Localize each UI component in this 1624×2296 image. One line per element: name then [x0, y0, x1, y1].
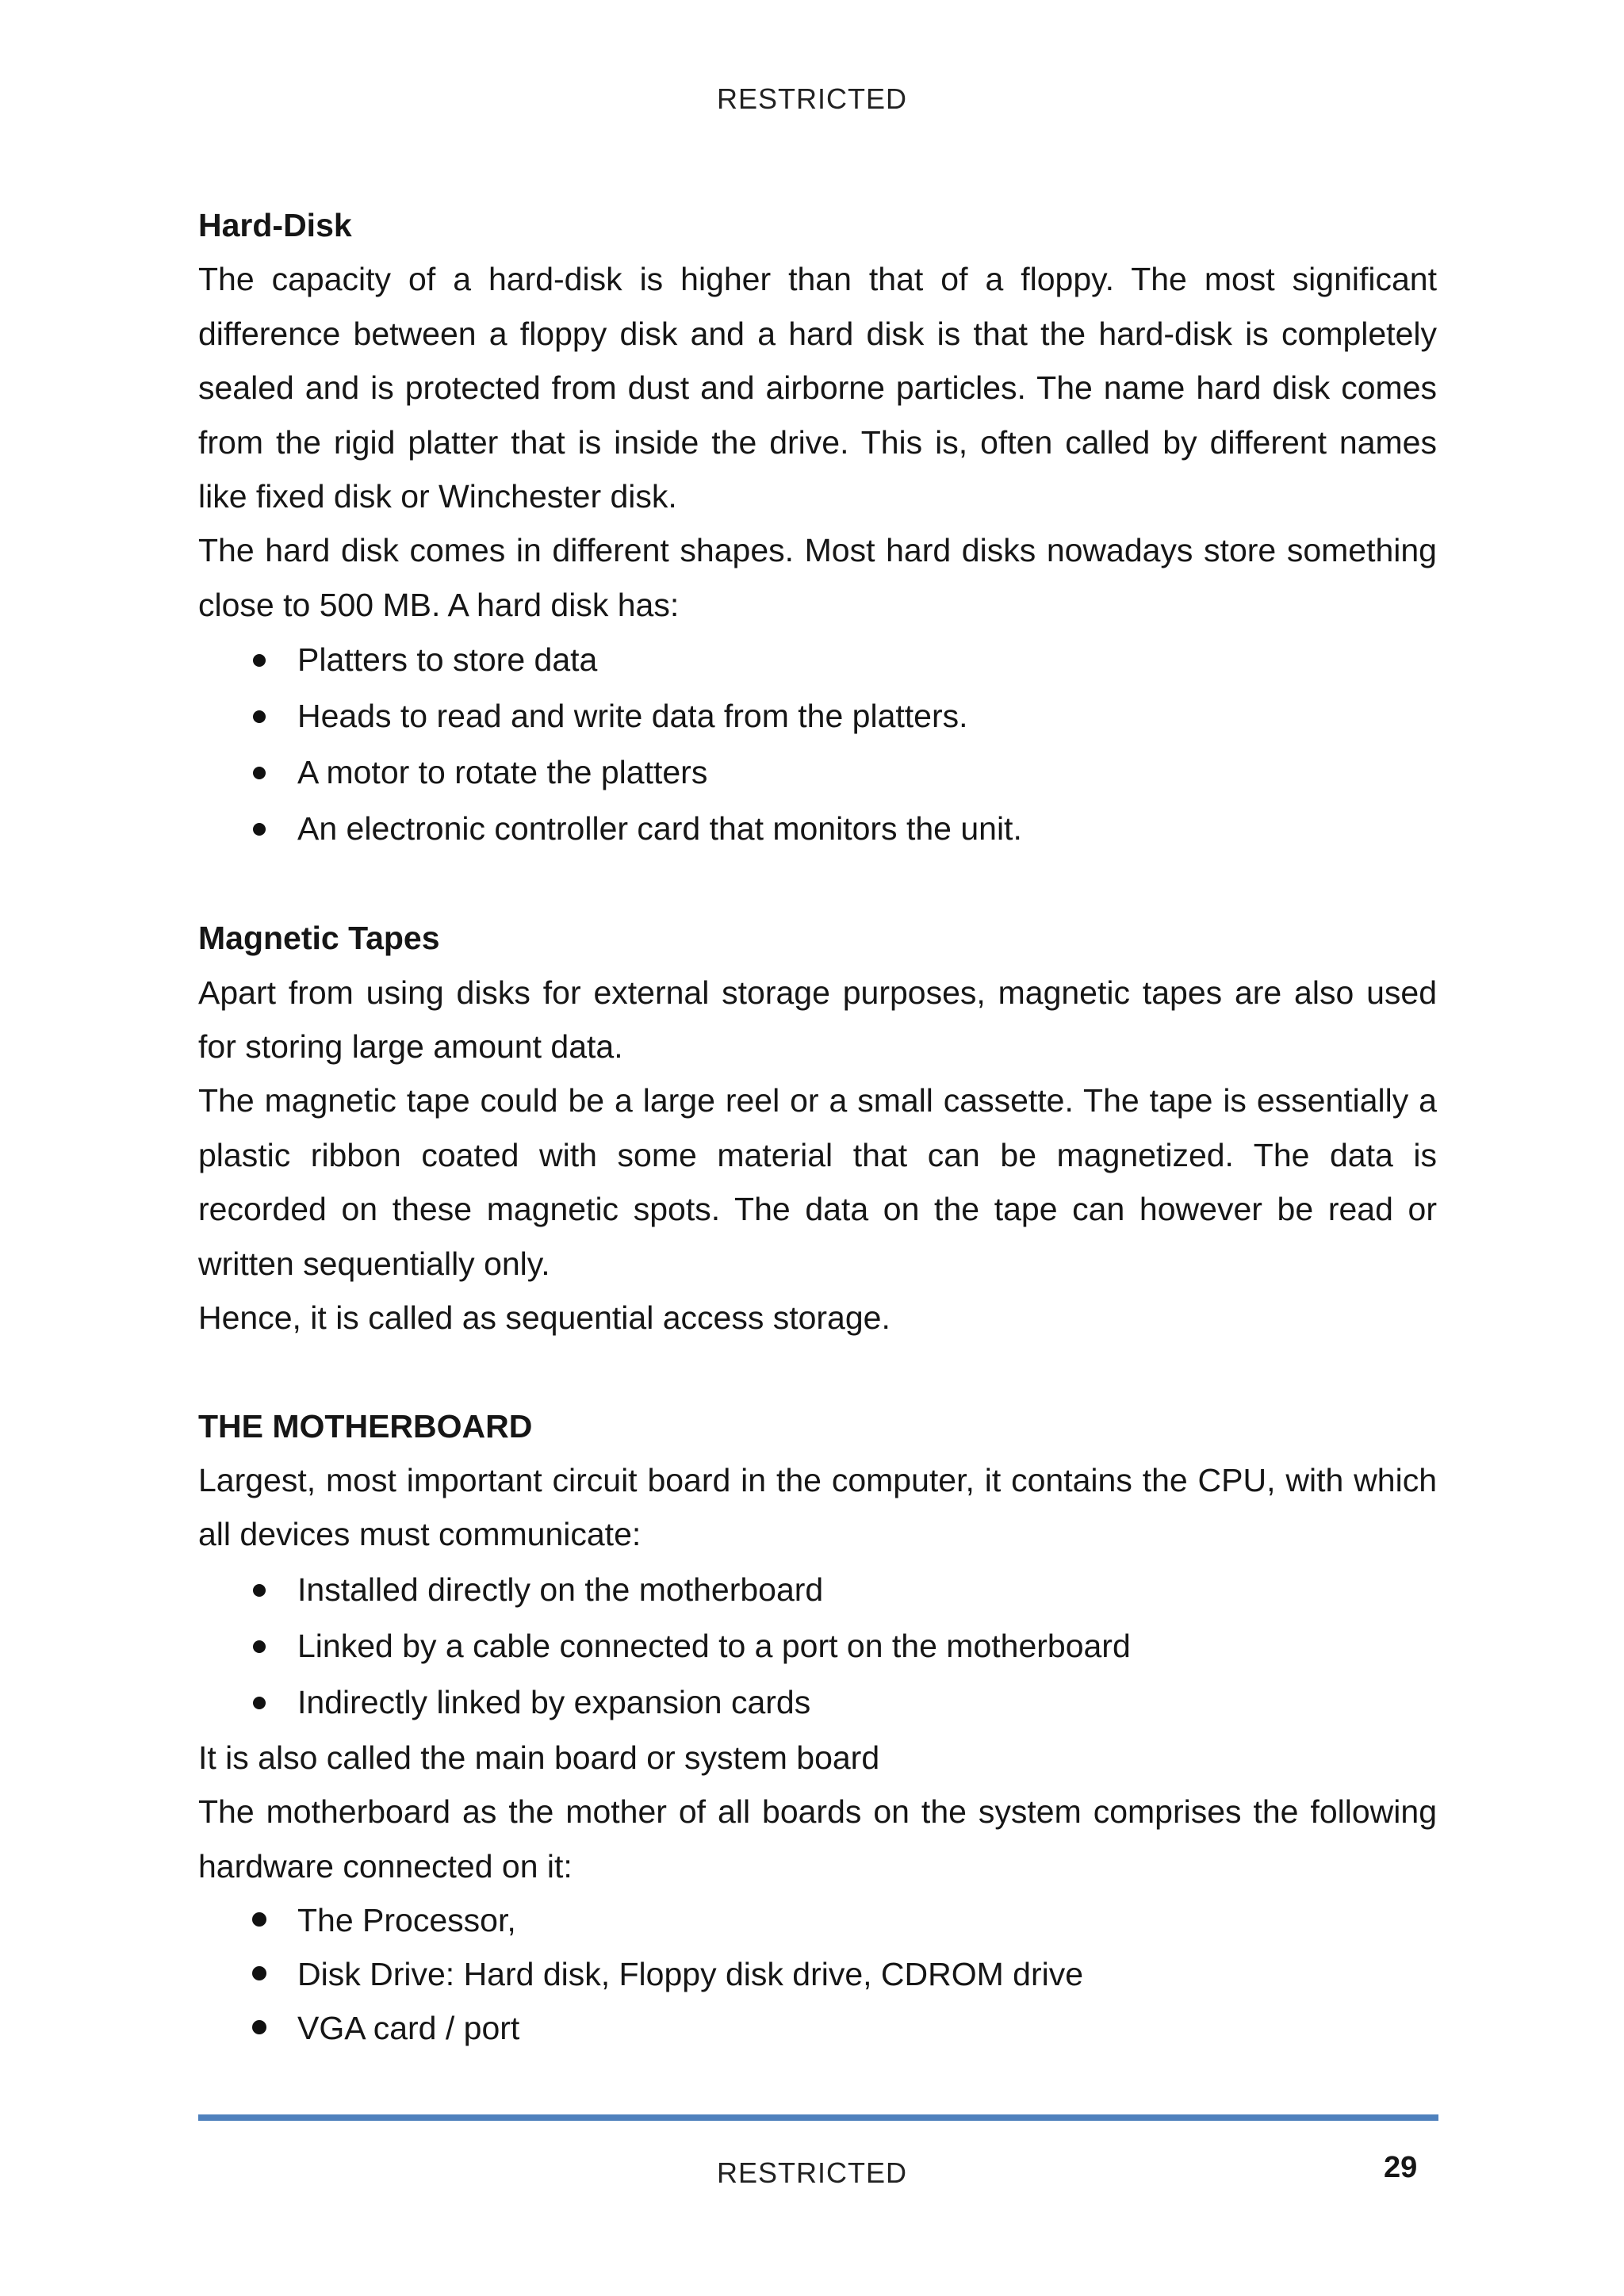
- bullet-icon: [253, 710, 266, 723]
- section-heading-motherboard: THE MOTHERBOARD: [198, 1407, 533, 1445]
- bullet-icon: [253, 1697, 266, 1709]
- section-heading-magnetic-tapes: Magnetic Tapes: [198, 920, 440, 957]
- page-number: 29: [1384, 2151, 1418, 2184]
- list-item: An electronic controller card that monitors the unit.: [198, 801, 1437, 857]
- list-item: Linked by a cable connected to a port on the motherboard: [198, 1618, 1437, 1674]
- header-classification: RESTRICTED: [716, 82, 907, 115]
- list-item: The Processor,: [198, 1893, 1437, 1947]
- bullet-icon: [253, 1584, 266, 1597]
- motherboard-intro: Largest, most important circuit board in the computer, it contains the CPU, with which all devices must communicate:: [198, 1461, 1437, 1553]
- bullet-icon: [252, 1912, 266, 1927]
- magnetic-tapes-paragraph: Apart from using disks for external storage purposes, magnetic tapes are also used for storing large amount data.: [198, 974, 1437, 1066]
- section-heading-hard-disk: Hard-Disk: [198, 207, 352, 243]
- footer-classification: RESTRICTED: [716, 2156, 907, 2189]
- list-item: A motor to rotate the platters: [198, 744, 1437, 801]
- magnetic-tapes-paragraph: The magnetic tape could be a large reel or a small cassette. The tape is essentially a plastic ribbon coated with some material that can be magnetized. The data is recorded on these magnetic spots. The data on the tape can however be read or written sequentially only.: [198, 1082, 1437, 1282]
- hard-disk-paragraph: The capacity of a hard-disk is higher than that of a floppy. The most significant difference between a floppy disk and a hard disk is that the hard-disk is completely sealed and is protected from dust and airborne particles. The name hard disk comes from the rigid platter that is inside the drive. This is, often called by different names like fixed disk or Winchester disk.: [198, 261, 1437, 515]
- bullet-icon: [253, 823, 266, 836]
- bullet-icon: [253, 1640, 266, 1653]
- page-content: [198, 198, 1437, 2055]
- hard-disk-paragraph: The hard disk comes in different shapes. Most hard disks nowadays store something close to 500 MB. A hard disk has:: [198, 532, 1437, 623]
- hard-disk-bullet-list: [198, 632, 1437, 857]
- motherboard-bullet-list: [198, 1562, 1437, 1731]
- magnetic-tapes-paragraph: Hence, it is called as sequential access storage.: [198, 1299, 891, 1337]
- list-item: Heads to read and write data from the platters.: [198, 688, 1437, 744]
- list-item: Indirectly linked by expansion cards: [198, 1674, 1437, 1731]
- list-item: Platters to store data: [198, 632, 1437, 688]
- list-item: VGA card / port: [198, 2001, 1437, 2055]
- bullet-icon: [252, 1966, 266, 1980]
- footer-divider: [198, 2114, 1438, 2121]
- motherboard-hardware-list: [198, 1893, 1437, 2055]
- bullet-icon: [252, 2020, 266, 2034]
- bullet-icon: [253, 767, 266, 779]
- bullet-icon: [253, 654, 266, 667]
- list-item: Disk Drive: Hard disk, Floppy disk drive, CDROM drive: [198, 1947, 1437, 2001]
- motherboard-paragraph: It is also called the main board or system board: [198, 1739, 880, 1776]
- list-item: Installed directly on the motherboard: [198, 1562, 1437, 1618]
- motherboard-paragraph: The motherboard as the mother of all boards on the system comprises the following hardware connected on it:: [198, 1793, 1437, 1885]
